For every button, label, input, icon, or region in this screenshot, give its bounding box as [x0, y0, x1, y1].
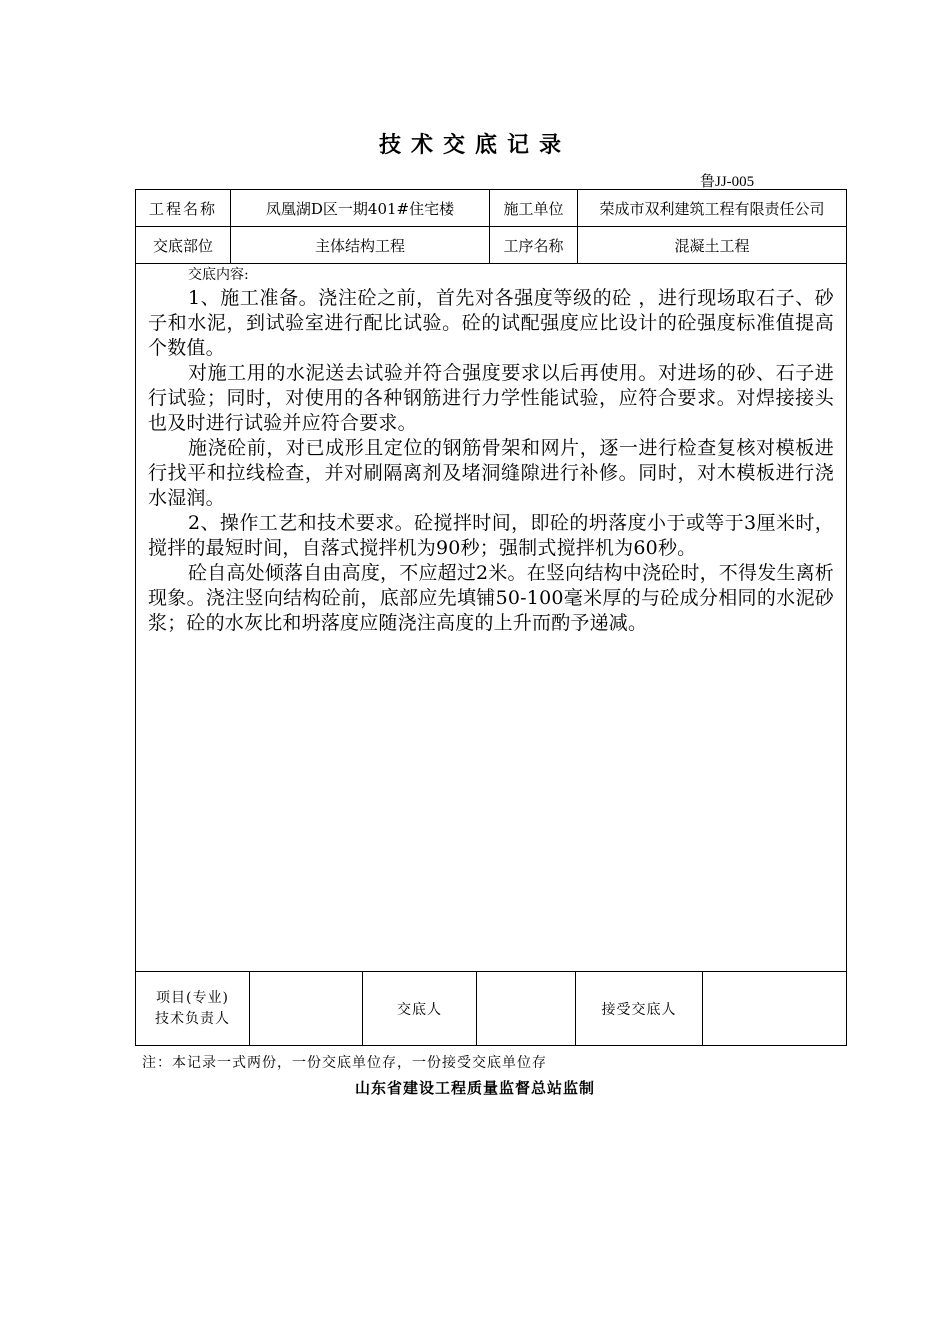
- content-paragraph: 对施工用的水泥送去试验并符合强度要求以后再使用。对进场的砂、石子进行试验；同时，对使用的各种钢筋进行力学性能试验，应符合要求。对焊接接头也及时进行试验并应符合要求。: [148, 362, 834, 434]
- content-paragraph: 施浇砼前，对已成形且定位的钢筋骨架和网片，逐一进行检查复核对模板进行找平和拉线检查，并对刷隔离剂及堵洞缝隙进行补修。同时，对木模板进行浇水湿润。: [148, 437, 834, 509]
- disclosure-part-value: 主体结构工程: [230, 227, 489, 263]
- header-row-project: [136, 190, 846, 227]
- contractor-label: 施工单位: [489, 190, 577, 226]
- discloser-signature[interactable]: [476, 972, 575, 1045]
- project-name-label: 工程名称: [148, 199, 217, 218]
- receiver-signature[interactable]: [702, 972, 846, 1045]
- issuer-footer: 山东省建设工程质量监督总站监制: [354, 1079, 595, 1097]
- disclosure-content: [136, 264, 846, 972]
- record-note: 注：本记录一式两份，一份交底单位存，一份接受交底单位存: [142, 1055, 547, 1071]
- process-name-label: 工序名称: [489, 227, 577, 263]
- discloser-label: 交底人: [362, 972, 476, 1045]
- contractor-value: 荣成市双利建筑工程有限责任公司: [577, 190, 846, 226]
- technical-leader-signature[interactable]: [249, 972, 362, 1045]
- signature-row: [136, 972, 846, 1045]
- technical-leader-label-line2: 技术负责人: [155, 1010, 230, 1027]
- record-form: [135, 189, 847, 1046]
- header-row-part: [136, 227, 846, 264]
- receiver-label: 接受交底人: [575, 972, 702, 1045]
- technical-leader-label: [136, 972, 249, 1045]
- technical-leader-label-line1: 项目(专业): [156, 989, 229, 1006]
- project-name-value: 凤凰湖D区一期401#住宅楼: [230, 190, 489, 226]
- content-paragraph: 2、操作工艺和技术要求。砼搅拌时间，即砼的坍落度小于或等于3厘米时，搅拌的最短时间，自落式搅拌机为90秒；强制式搅拌机为60秒。: [148, 512, 834, 559]
- process-name-value: 混凝土工程: [577, 227, 846, 263]
- disclosure-part-label: 交底部位: [152, 236, 213, 255]
- content-label: 交底内容:: [188, 267, 249, 283]
- document-title: 技术交底记录: [378, 132, 571, 158]
- form-code: 鲁JJ-005: [700, 174, 755, 190]
- content-paragraph: 砼自高处倾落自由高度，不应超过2米。在竖向结构中浇砼时，不得发生离析现象。浇注竖向结构砼前，底部应先填铺50-100毫米厚的与砼成分相同的水泥砂浆；砼的水灰比和坍落度应随浇注高度的上升而酌予递减。: [148, 562, 834, 634]
- content-paragraph: 1、施工准备。浇注砼之前，首先对各强度等级的砼 ，进行现场取石子、砂子和水泥，到试验室进行配比试验。砼的试配强度应比设计的砼强度标准值提高个数值。: [148, 287, 834, 359]
